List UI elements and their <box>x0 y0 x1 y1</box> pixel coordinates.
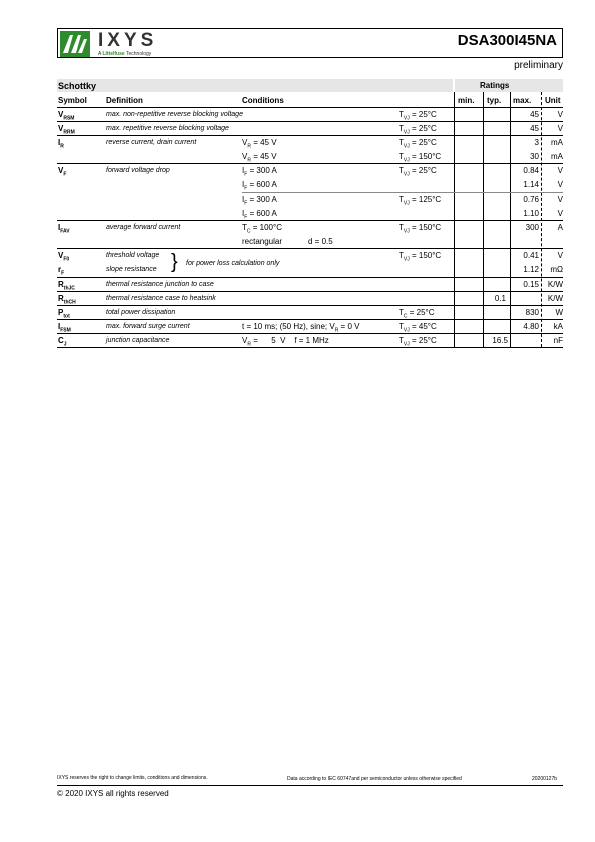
condition-note: for power loss calculation only <box>186 260 280 267</box>
temp-condition: $T_{VJ} = 25^\circ C$ <box>399 110 437 122</box>
max-value: 1.12 <box>523 265 539 274</box>
temp-condition: $T_{VJ} = 125^\circ C$ <box>399 195 442 207</box>
condition: $V_R = 45$ V <box>242 152 277 164</box>
max-value: 45 <box>530 110 539 119</box>
symbol: $V_{RRM}$ <box>58 124 75 136</box>
condition: $I_F = 600$ A <box>242 180 277 192</box>
unit: W <box>555 308 563 317</box>
temp-condition: $T_C = 25^\circ C$ <box>399 308 435 320</box>
typ-value: 0.1 <box>494 294 506 303</box>
rule <box>57 220 563 221</box>
unit: mΩ <box>550 265 563 274</box>
rule <box>57 163 563 164</box>
symbol: $r_F$ <box>58 265 65 277</box>
part-number: DSA300I45NA <box>457 32 557 49</box>
condition: $I_F = 600$ A <box>242 209 277 221</box>
rule <box>57 305 563 306</box>
max-value: 45 <box>530 124 539 133</box>
section-header-band <box>57 79 453 92</box>
footer-rule <box>57 785 563 786</box>
unit: kA <box>553 322 563 331</box>
symbol: $R_{thCH}$ <box>58 294 76 306</box>
document-status: preliminary <box>514 60 563 71</box>
max-value: 0.84 <box>523 166 539 175</box>
footer-revision: 20200127b <box>532 776 558 782</box>
temp-condition: $T_{VJ} = 25^\circ C$ <box>399 124 437 136</box>
col-typ: typ. <box>487 96 502 105</box>
condition: $I_F = 300$ A <box>242 195 277 207</box>
condition: rectangular <box>242 237 283 246</box>
rule <box>57 277 563 278</box>
brand-name: IXYS <box>98 30 158 51</box>
max-value: 3 <box>534 138 539 147</box>
max-value: 830 <box>525 308 539 317</box>
unit: nF <box>553 336 563 345</box>
unit: mA <box>551 138 563 147</box>
brand-tagline: A Littelfuse Technology <box>98 51 152 57</box>
definition: reverse current, drain current <box>106 139 197 146</box>
col-divider <box>454 92 455 347</box>
definition: total power dissipation <box>106 309 176 316</box>
col-definition: Definition <box>106 96 143 105</box>
col-symbol: Symbol <box>58 96 87 105</box>
symbol: $I_{FAV}$ <box>58 223 70 235</box>
symbol: $V_F$ <box>58 166 67 178</box>
definition: average forward current <box>106 224 181 231</box>
definition: threshold voltage <box>106 252 160 259</box>
col-max: max. <box>513 96 532 105</box>
symbol: $C_J$ <box>58 336 67 348</box>
definition: slope resistance <box>106 266 157 273</box>
footer-copyright: © 2020 IXYS all rights reserved <box>57 789 169 798</box>
symbol: $R_{thJC}$ <box>58 280 75 292</box>
col-conditions: Conditions <box>242 96 284 105</box>
max-value: 0.76 <box>523 195 539 204</box>
condition: d = 0.5 <box>308 237 333 246</box>
footer-disclaimer: IXYS reserves the right to change limits, conditions and dimensions. <box>57 775 208 781</box>
rule <box>57 135 563 136</box>
ixys-logo-icon <box>60 31 90 57</box>
temp-condition: $T_{VJ} = 150^\circ C$ <box>399 223 442 235</box>
max-value: 4.80 <box>523 322 539 331</box>
definition: junction capacitance <box>106 337 170 344</box>
unit: V <box>557 251 563 260</box>
unit: K/W <box>547 294 563 303</box>
definition: forward voltage drop <box>106 167 170 174</box>
max-value: 300 <box>525 223 539 232</box>
temp-condition: $T_{VJ} = 25^\circ C$ <box>399 336 437 348</box>
col-unit: Unit <box>545 96 561 105</box>
definition: thermal resistance junction to case <box>106 281 214 288</box>
symbol: $V_{F0}$ <box>58 251 70 263</box>
max-value: 1.10 <box>523 209 539 218</box>
definition: max. forward surge current <box>106 323 190 330</box>
unit: V <box>557 166 563 175</box>
temp-condition: $T_{VJ} = 150^\circ C$ <box>399 152 442 164</box>
condition: $V_R = 45$ V <box>242 138 277 150</box>
definition: thermal resistance case to heatsink <box>106 295 216 302</box>
rule <box>57 291 563 292</box>
col-divider <box>483 92 484 347</box>
ratings-title: Ratings <box>480 81 510 90</box>
unit: K/W <box>547 280 563 289</box>
rule <box>57 121 563 122</box>
brace: } <box>171 251 178 273</box>
definition: max. non-repetitive reverse blocking voltage <box>106 111 243 118</box>
temp-condition: $T_{VJ} = 150^\circ C$ <box>399 251 442 263</box>
temp-condition: $T_{VJ} = 25^\circ C$ <box>399 166 437 178</box>
unit: V <box>557 110 563 119</box>
unit: V <box>557 124 563 133</box>
definition: max. repetitive reverse blocking voltage <box>106 125 229 132</box>
unit: V <box>557 180 563 189</box>
unit: mA <box>551 152 563 161</box>
rule <box>57 319 563 320</box>
symbol: $I_R$ <box>58 138 64 150</box>
max-value: 1.14 <box>523 180 539 189</box>
rule <box>57 248 563 249</box>
symbol: $I_{FSM}$ <box>58 322 71 334</box>
temp-condition: $T_{VJ} = 45^\circ C$ <box>399 322 437 334</box>
condition: $I_F = 300$ A <box>242 166 277 178</box>
sub-rule <box>242 192 563 193</box>
unit: V <box>557 209 563 218</box>
symbol: $V_{RSM}$ <box>58 110 75 122</box>
unit: V <box>557 195 563 204</box>
temp-condition: $T_{VJ} = 25^\circ C$ <box>399 138 437 150</box>
footer-standard: Data according to IEC 60747and per semiconductor unless otherwise specified <box>287 776 462 782</box>
condition: $T_C = 100^\circ C$ <box>242 223 282 235</box>
condition: $V_R$ = 5 V f = 1 MHz <box>242 336 329 348</box>
max-value: 0.41 <box>523 251 539 260</box>
condition: t = 10 ms; (50 Hz), sine; $V_R = 0$ V <box>242 322 360 334</box>
col-min: min. <box>458 96 475 105</box>
symbol: $P_{tot}$ <box>58 308 70 320</box>
unit: A <box>557 223 563 232</box>
rule <box>57 107 563 108</box>
section-title: Schottky <box>58 81 97 91</box>
max-value: 0.15 <box>523 280 539 289</box>
max-value: 30 <box>530 152 539 161</box>
typ-value: 16.5 <box>492 336 508 345</box>
header-box <box>57 28 563 58</box>
